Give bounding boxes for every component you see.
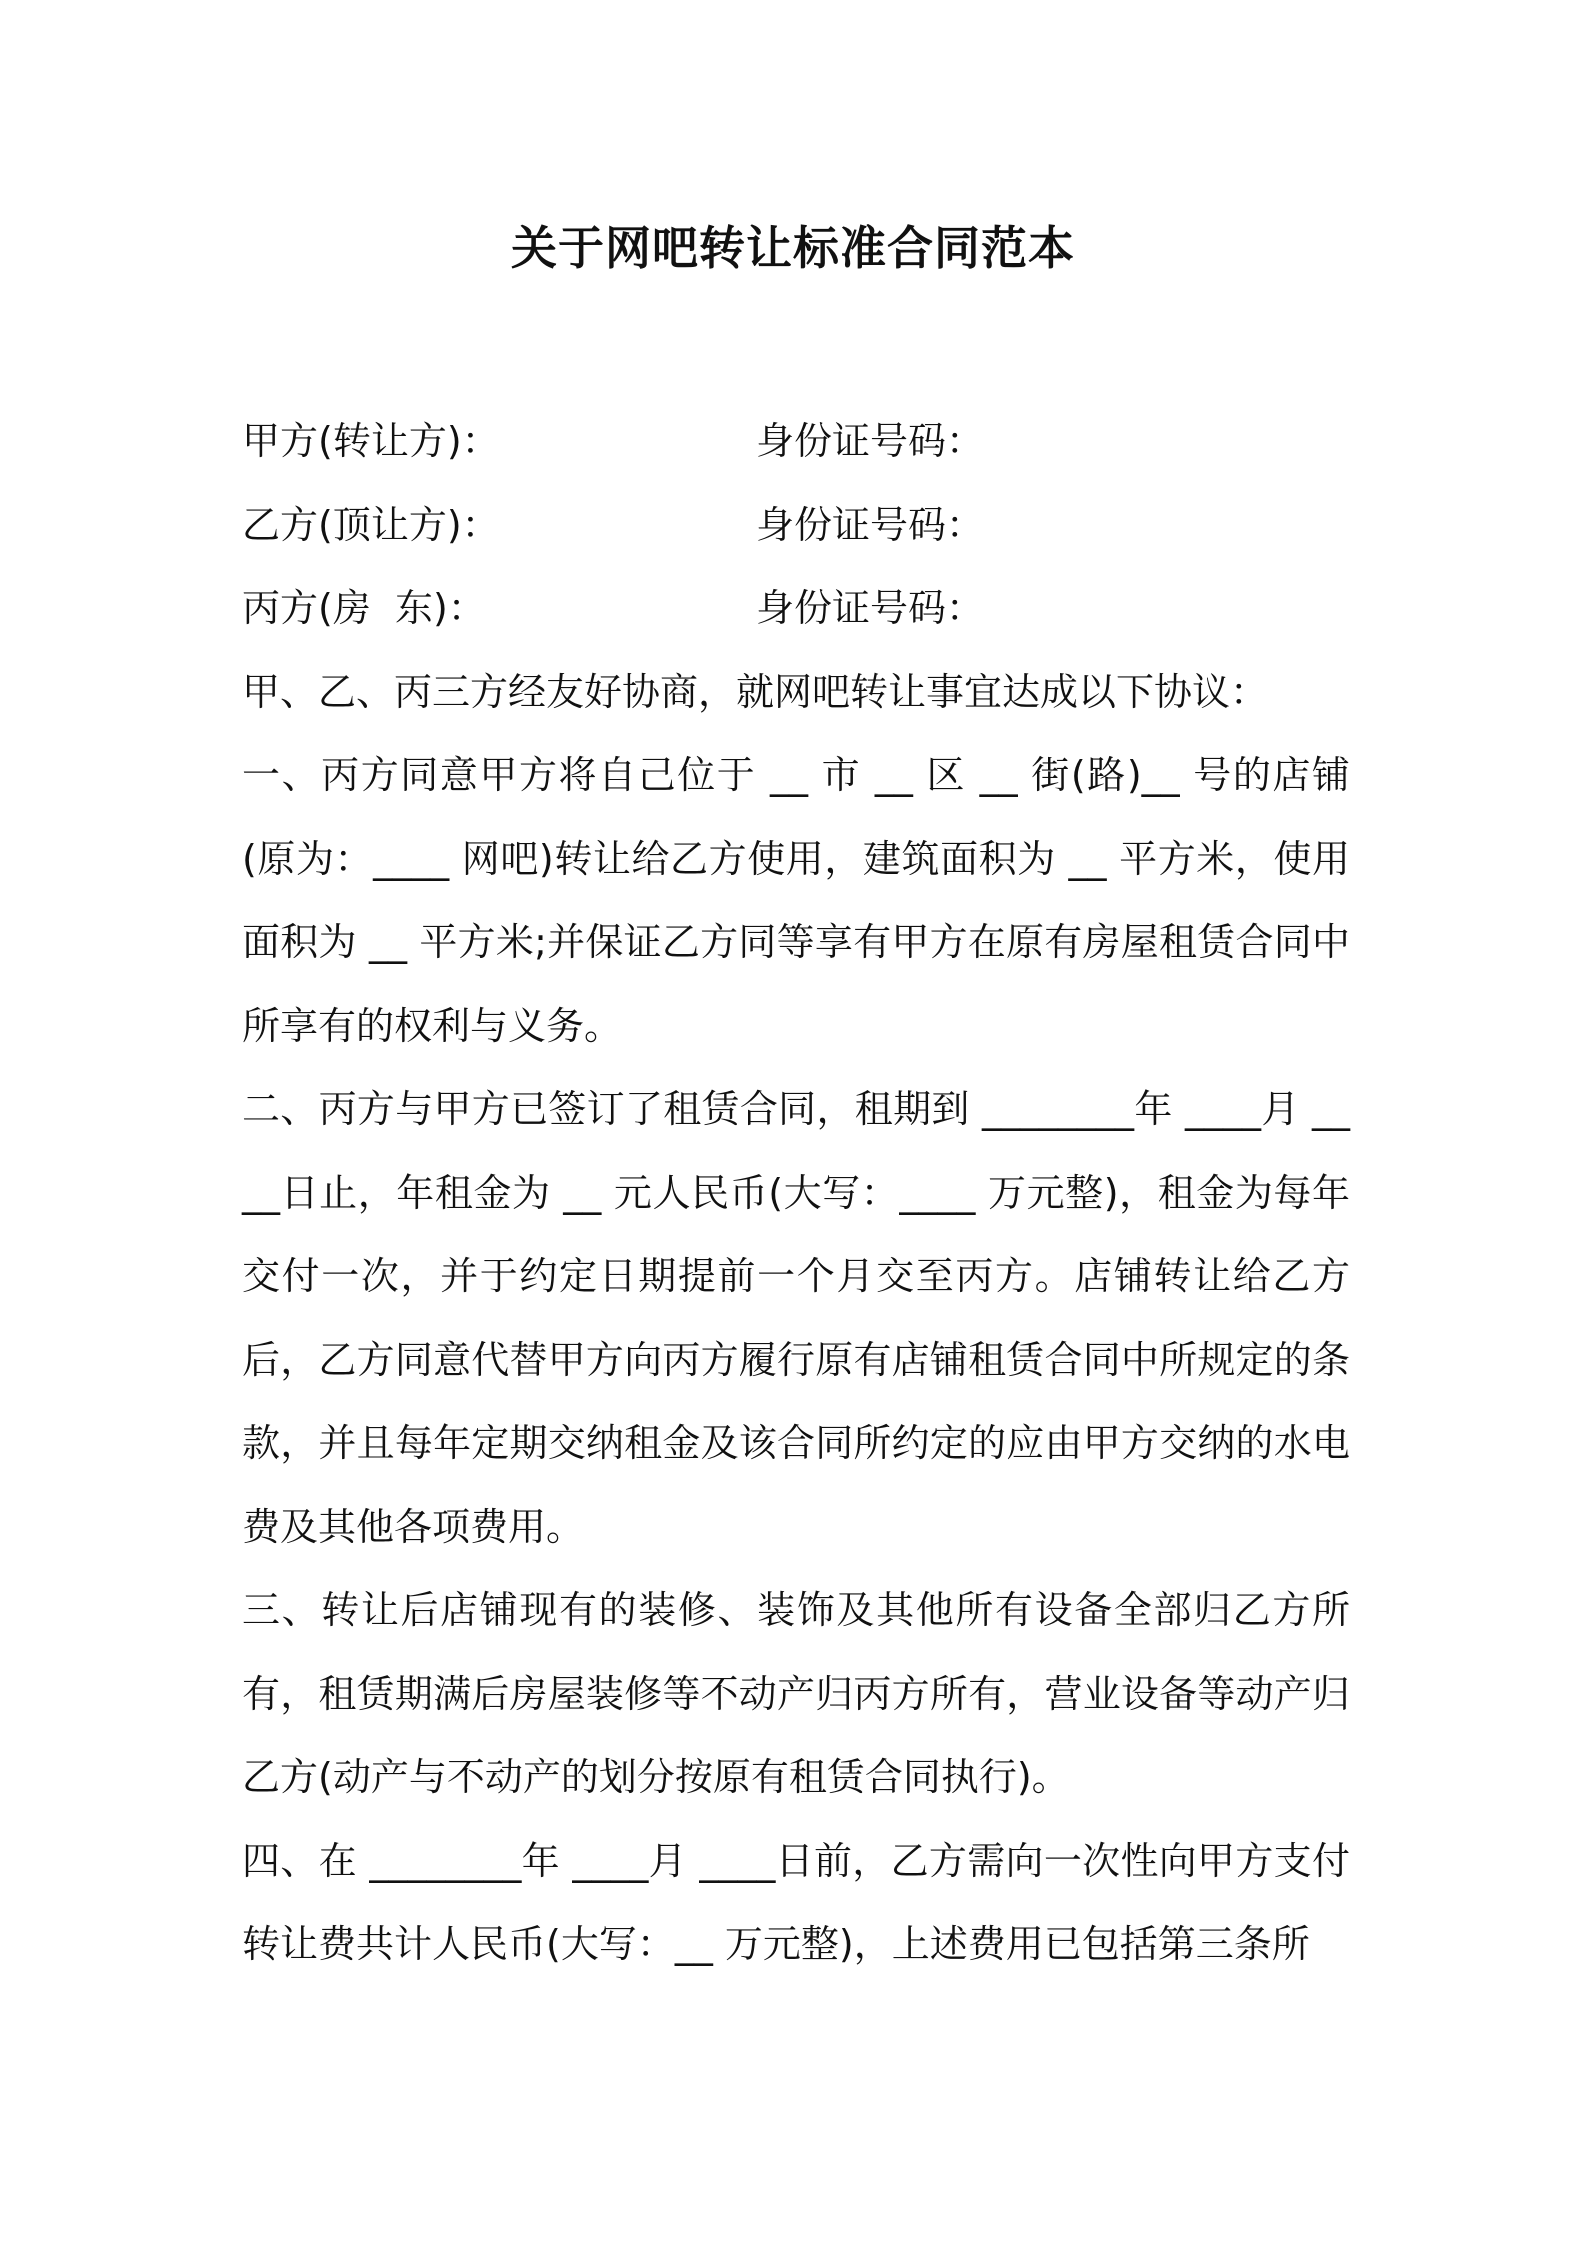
party-row-a [242, 400, 1350, 484]
clause-2-paragraph: 二、丙方与甲方已签订了租赁合同，租期到 ________年 ____月 ____日止，年租金为 __ 元人民币(大写：____ 万元整)，租金为每年交付一次，并于约定日期提前一个月交至丙方。店铺转让给乙方后，乙方同意代替甲方向丙方履行原有店铺租赁合同中所规定的条款，并且每年定期交纳租金及该合同所约定的应由甲方交纳的水电费及其他各项费用。 [242, 1087, 1350, 1549]
party-b-id-label: 身份证号码： [756, 502, 985, 547]
party-a-label: 甲方(转让方)： [242, 419, 500, 463]
document-body [242, 400, 1350, 1987]
document-title: 关于网吧转让标准合同范本 [511, 221, 1075, 275]
party-c-label: 丙方(房 东)： [242, 586, 486, 630]
party-c-id-label: 身份证号码： [756, 586, 985, 630]
party-a-id-label: 身份证号码： [756, 419, 985, 463]
clause-1-paragraph: 一、丙方同意甲方将自己位于 __ 市 __ 区 __ 街(路)__ 号的店铺(原为：____ 网吧)转让给乙方使用，建筑面积为 __ 平方米，使用面积为 __ 平方米;并保证乙方同等享有甲方在原有房屋租赁合同中所享有的权利与义务。 [242, 753, 1350, 1048]
party-row-c [242, 567, 1350, 651]
intro-paragraph: 甲、乙、丙三方经友好协商，就网吧转让事宜达成以下协议： [242, 669, 1269, 714]
party-row-b [242, 484, 1350, 568]
clause-3-paragraph: 三、转让后店铺现有的装修、装饰及其他所有设备全部归乙方所有，租赁期满后房屋装修等不动产归丙方所有，营业设备等动产归乙方(动产与不动产的划分按原有租赁合同执行)。 [242, 1588, 1350, 1799]
clause-4-paragraph: 四、在 ________年 ____月 ____日前，乙方需向一次性向甲方支付转让费共计人民币(大写：__ 万元整)，上述费用已包括第三条所 [242, 1838, 1350, 1966]
party-b-label: 乙方(顶让方)： [242, 502, 500, 547]
